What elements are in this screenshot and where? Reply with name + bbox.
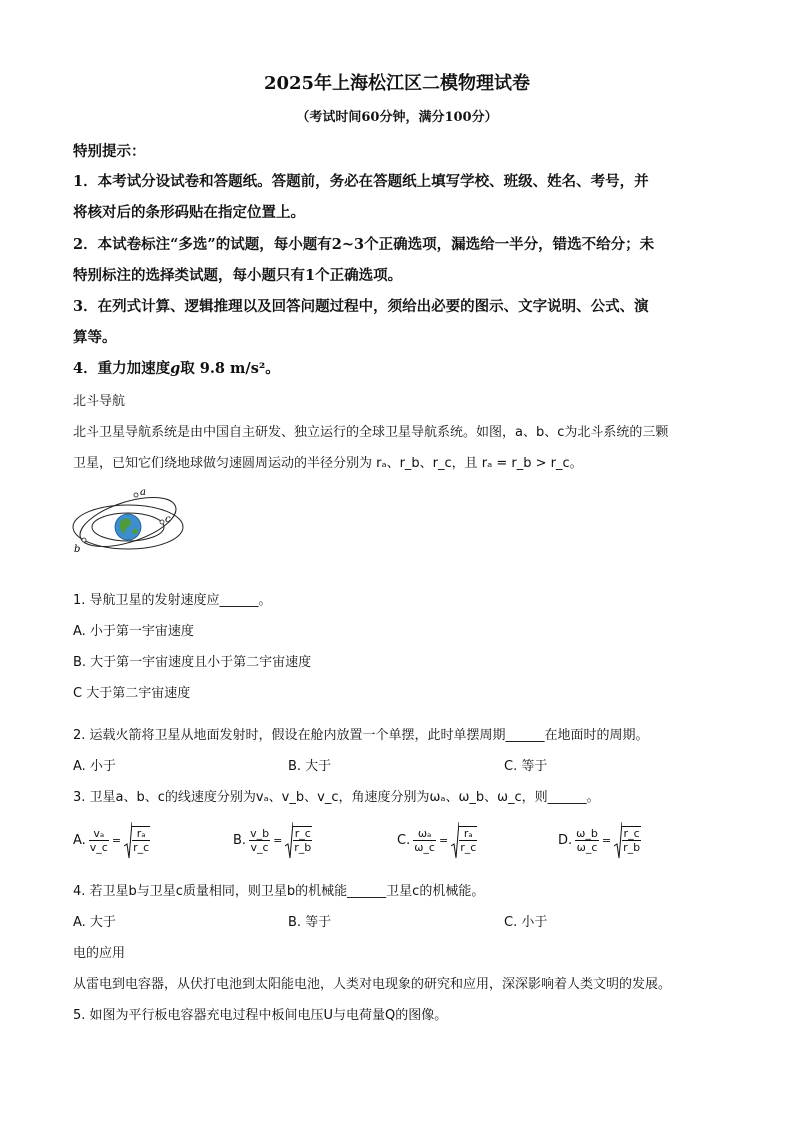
q2-option-c[interactable]: C. 等于 <box>504 759 548 774</box>
sqrt-icon <box>614 820 622 860</box>
notice-item-4-g: g <box>170 360 181 377</box>
q3-c-label: C. <box>397 832 411 848</box>
q5-stem: 5. 如图为平行板电容器充电过程中板间电压U与电荷量Q的图像。 <box>73 1008 448 1023</box>
q3-a-ld: v_c <box>89 840 108 854</box>
q1-option-b[interactable]: B. 大于第一宇宙速度且小于第二宇宙速度 <box>73 655 312 670</box>
q3-b-eq: = <box>273 833 283 847</box>
satellite-a-icon <box>134 493 138 497</box>
notice-item-2b: 特别标注的选择类试题，每小题只有1个正确选项。 <box>73 267 403 284</box>
section-title-electricity: 电的应用 <box>73 946 126 961</box>
label-a: a <box>140 487 146 498</box>
sqrt-icon <box>285 820 293 860</box>
q3-a-ln: vₐ <box>89 827 109 841</box>
q2-option-b[interactable]: B. 大于 <box>288 759 332 774</box>
section-intro-2: 从雷电到电容器，从伏打电池到太阳能电池，人类对电现象的研究和应用，深深影响着人类文明的发展。 <box>73 977 672 992</box>
q3-stem: 3. 卫星a、b、c的线速度分别为vₐ、v_b、v_c，角速度分别为ωₐ、ω_b、ω_c，则______。 <box>73 790 600 805</box>
q4-option-b[interactable]: B. 等于 <box>288 915 332 930</box>
q3-d-label: D. <box>558 832 573 848</box>
section-intro-1a: 北斗卫星导航系统是由中国自主研发、独立运行的全球卫星导航系统。如图，a、b、c为北斗系统的三颗 <box>73 425 669 440</box>
q3-b-rn: r_c <box>294 827 311 840</box>
q3-option-a[interactable] <box>73 820 150 860</box>
notice-item-3b: 算等。 <box>73 329 117 346</box>
q4-stem: 4. 若卫星b与卫星c质量相同，则卫星b的机械能______卫星c的机械能。 <box>73 884 485 899</box>
q3-b-left-fraction <box>249 827 270 854</box>
notice-item-4 <box>73 357 280 378</box>
section-title-beidou: 北斗导航 <box>73 394 126 409</box>
sqrt-icon <box>451 820 459 860</box>
q3-b-ln: v_b <box>250 826 270 840</box>
notice-item-3a: 3．在列式计算、逻辑推理以及回答问题过程中，须给出必要的图示、文字说明、公式、演 <box>73 298 649 315</box>
page-title: 2025年上海松江区二模物理试卷 <box>263 73 531 94</box>
q3-a-left-fraction <box>89 827 109 854</box>
q3-a-eq: = <box>111 833 122 847</box>
q3-c-ln: ωₐ <box>413 827 436 841</box>
q3-b-ld: v_c <box>250 840 269 854</box>
q2-stem: 2. 运载火箭将卫星从地面发射时，假设在舱内放置一个单摆，此时单摆周期______在地面时的周期。 <box>73 728 649 743</box>
q3-b-rd: r_b <box>294 841 312 854</box>
q3-option-c[interactable] <box>397 820 477 860</box>
q3-a-label: A. <box>73 832 86 848</box>
q3-c-eq: = <box>438 833 449 847</box>
q3-b-label: B. <box>233 832 247 848</box>
label-c: c <box>165 514 171 525</box>
q3-d-left-fraction <box>575 827 599 854</box>
q3-d-rn: r_c <box>623 827 640 840</box>
q3-option-d[interactable] <box>558 820 641 860</box>
label-b: b <box>74 544 81 555</box>
notice-item-1a: 1．本考试分设试卷和答题纸。答题前，务必在答题纸上填写学校、班级、姓名、考号，并 <box>73 173 649 190</box>
satellite-orbit-figure <box>70 482 190 562</box>
page-subtitle: （考试时间60分钟，满分100分） <box>296 110 498 125</box>
notice-item-4-pre: 4．重力加速度 <box>73 360 171 377</box>
q3-c-rd: r_c <box>460 841 477 854</box>
q3-a-rn: rₐ <box>132 827 150 841</box>
notice-item-2a: 2．本试卷标注“多选”的试题，每小题有2~3个正确选项，漏选给一半分，错选不给分；未 <box>73 236 655 253</box>
q3-c-left-fraction <box>413 827 436 854</box>
satellite-c-icon <box>160 520 164 524</box>
q4-option-a[interactable]: A. 大于 <box>73 915 116 930</box>
q3-c-rn: rₐ <box>459 827 477 841</box>
q3-d-ln: ω_b <box>576 826 598 840</box>
notice-item-1b: 将核对后的条形码贴在指定位置上。 <box>73 204 305 221</box>
q3-d-rd: r_b <box>623 841 641 854</box>
q3-a-right-fraction <box>132 826 150 854</box>
q3-option-b[interactable] <box>233 820 312 860</box>
sqrt-icon <box>124 820 132 860</box>
notice-heading: 特别提示： <box>73 143 146 160</box>
q3-d-right-fraction <box>622 826 641 854</box>
q3-a-rd: r_c <box>133 841 150 854</box>
notice-item-4-post: 取 9.8 m/s²。 <box>180 360 280 377</box>
q4-option-c[interactable]: C. 小于 <box>504 915 548 930</box>
q1-stem: 1. 导航卫星的发射速度应______。 <box>73 593 272 608</box>
q3-d-ld: ω_c <box>576 840 598 854</box>
section-intro-1b: 卫星，已知它们绕地球做匀速圆周运动的半径分别为 rₐ、r_b、r_c，且 rₐ = r_b > r_c。 <box>73 456 583 471</box>
q2-option-a[interactable]: A. 小于 <box>73 759 116 774</box>
satellite-b-icon <box>82 538 86 542</box>
q1-option-c[interactable]: C 大于第二宇宙速度 <box>73 686 191 701</box>
q3-c-ld: ω_c <box>414 840 435 854</box>
q3-b-right-fraction <box>293 826 312 854</box>
q3-c-right-fraction <box>459 826 477 854</box>
q3-d-eq: = <box>601 833 612 847</box>
q1-option-a[interactable]: A. 小于第一宇宙速度 <box>73 624 194 639</box>
